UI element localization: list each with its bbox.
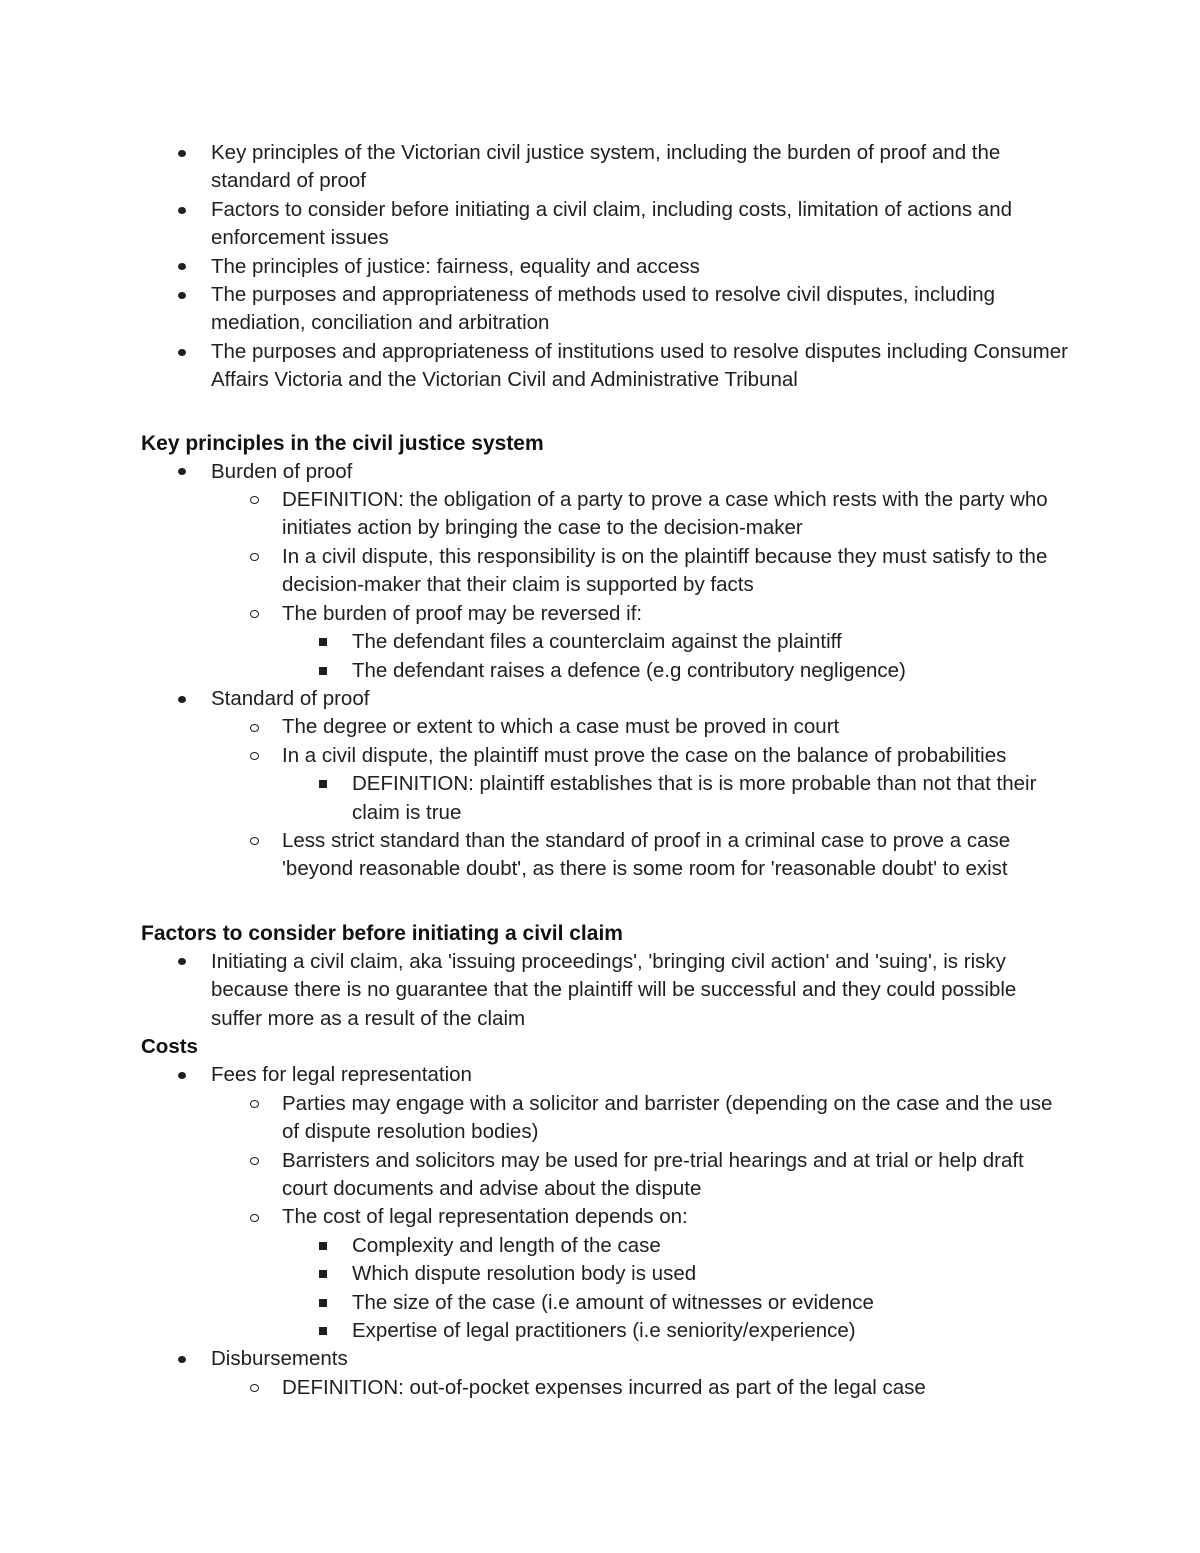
section-heading-factors: Factors to consider before initiating a civil claim (141, 921, 623, 945)
list-item-text: DEFINITION: out-of-pocket expenses incurred as part of the legal case (282, 1375, 926, 1399)
bullet-square-icon (313, 657, 333, 685)
list-item (141, 827, 1071, 884)
list-item-text: In a civil dispute, this responsibility is on the plaintiff because they must satisfy to the decision-maker that their claim is supported by facts (282, 544, 1048, 597)
bullet-circle-icon (244, 742, 264, 770)
bullet-circle-icon (244, 486, 264, 514)
document-content (141, 139, 1071, 1402)
bullet-disc-icon (172, 948, 192, 976)
list-item-text: The defendant raises a defence (e.g contributory negligence) (352, 658, 906, 682)
list-item-text: Parties may engage with a solicitor and barrister (depending on the case and the use of dispute resolution bodies) (282, 1091, 1053, 1144)
list-item-text: The degree or extent to which a case must be proved in court (282, 715, 840, 739)
factors-intro-list (141, 948, 1071, 1033)
list-item (141, 1317, 1071, 1345)
bullet-circle-icon (244, 1147, 264, 1175)
bullet-square-icon (313, 1260, 333, 1288)
list-item-text: The purposes and appropriateness of institutions used to resolve disputes including Consumer Affairs Victoria and the Victorian Civil and Administrative Tribunal (211, 339, 1068, 392)
list-item-text: Complexity and length of the case (352, 1233, 661, 1257)
list-item-text: Which dispute resolution body is used (352, 1262, 697, 1286)
list-item (141, 628, 1071, 656)
list-item (141, 543, 1071, 600)
list-item (141, 1260, 1071, 1288)
list-item-text: The purposes and appropriateness of methods used to resolve civil disputes, including mediation, conciliation and arbitration (211, 283, 996, 335)
bullet-circle-icon (244, 543, 264, 571)
bullet-circle-icon (244, 713, 264, 741)
list-item-text: The size of the case (i.e amount of witnesses or evidence (352, 1290, 874, 1314)
bullet-disc-icon (172, 139, 192, 167)
list-item (141, 486, 1071, 543)
bullet-disc-icon (172, 1061, 192, 1089)
list-item (141, 458, 1071, 486)
list-item-text: Initiating a civil claim, aka 'issuing proceedings', 'bringing civil action' and 'suing', is risky because there is no guarantee that the plaintiff will be successful and they could possible suffer more as a result of the claim (211, 949, 1017, 1030)
bullet-disc-icon (172, 1345, 192, 1373)
bullet-circle-icon (244, 1203, 264, 1231)
list-item-text: Less strict standard than the standard of proof in a criminal case to prove a case 'beyond reasonable doubt', as there is some room for 'reasonable doubt' to exist (282, 828, 1011, 881)
list-item-text: Key principles of the Victorian civil justice system, including the burden of proof and the standard of proof (211, 141, 1001, 193)
list-item-text: The principles of justice: fairness, equality and access (211, 254, 700, 278)
bullet-square-icon (313, 1232, 333, 1260)
list-item (141, 685, 1071, 713)
list-item (141, 1090, 1071, 1147)
list-item-text: Disbursements (211, 1347, 348, 1371)
bullet-disc-icon (172, 458, 192, 486)
list-item (141, 600, 1071, 628)
section-heading-key-principles: Key principles in the civil justice system (141, 431, 544, 455)
list-item-text: Fees for legal representation (211, 1063, 472, 1087)
costs-list (141, 1061, 1071, 1402)
bullet-circle-icon (244, 1090, 264, 1118)
list-item (141, 1374, 1071, 1402)
bullet-square-icon (313, 770, 333, 798)
list-item (141, 1289, 1071, 1317)
list-item-text: The cost of legal representation depends on: (282, 1205, 688, 1229)
list-item-text: DEFINITION: the obligation of a party to prove a case which rests with the party who initiates action by bringing the case to the decision-maker (282, 488, 1048, 540)
bullet-circle-icon (244, 827, 264, 855)
bullet-disc-icon (172, 338, 192, 366)
key-principles-list (141, 458, 1071, 884)
list-item-text: In a civil dispute, the plaintiff must prove the case on the balance of probabilities (282, 743, 1007, 767)
list-item (141, 770, 1071, 827)
list-item-text: Expertise of legal practitioners (i.e seniority/experience) (352, 1319, 856, 1343)
list-item-text: DEFINITION: plaintiff establishes that is is more probable than not that their claim is true (352, 772, 1037, 824)
list-item (141, 1147, 1071, 1204)
list-item (141, 196, 1071, 253)
list-item (141, 1232, 1071, 1260)
bullet-circle-icon (244, 600, 264, 628)
list-item (141, 713, 1071, 741)
list-item (141, 742, 1071, 770)
list-item (141, 1061, 1071, 1089)
list-item (141, 139, 1071, 196)
bullet-circle-icon (244, 1374, 264, 1402)
bullet-square-icon (313, 1289, 333, 1317)
bullet-disc-icon (172, 196, 192, 224)
list-item (141, 281, 1071, 338)
list-item (141, 338, 1071, 395)
list-item-text: Barristers and solicitors may be used for pre-trial hearings and at trial or help draft court documents and advise about the dispute (282, 1148, 1024, 1200)
bullet-disc-icon (172, 281, 192, 309)
list-item (141, 253, 1071, 281)
list-item (141, 948, 1071, 1033)
bullet-square-icon (313, 1317, 333, 1345)
list-item (141, 657, 1071, 685)
bullet-disc-icon (172, 253, 192, 281)
list-item-text: The defendant files a counterclaim against the plaintiff (352, 630, 842, 654)
list-item-text: Standard of proof (211, 686, 370, 710)
subheading-costs: Costs (141, 1034, 198, 1058)
bullet-square-icon (313, 628, 333, 656)
list-item-text: Burden of proof (211, 459, 353, 483)
list-item-text: The burden of proof may be reversed if: (282, 601, 643, 625)
intro-list (141, 139, 1071, 395)
list-item-text: Factors to consider before initiating a civil claim, including costs, limitation of actions and enforcement issues (211, 197, 1013, 250)
list-item (141, 1203, 1071, 1231)
list-item (141, 1345, 1071, 1373)
bullet-disc-icon (172, 685, 192, 713)
